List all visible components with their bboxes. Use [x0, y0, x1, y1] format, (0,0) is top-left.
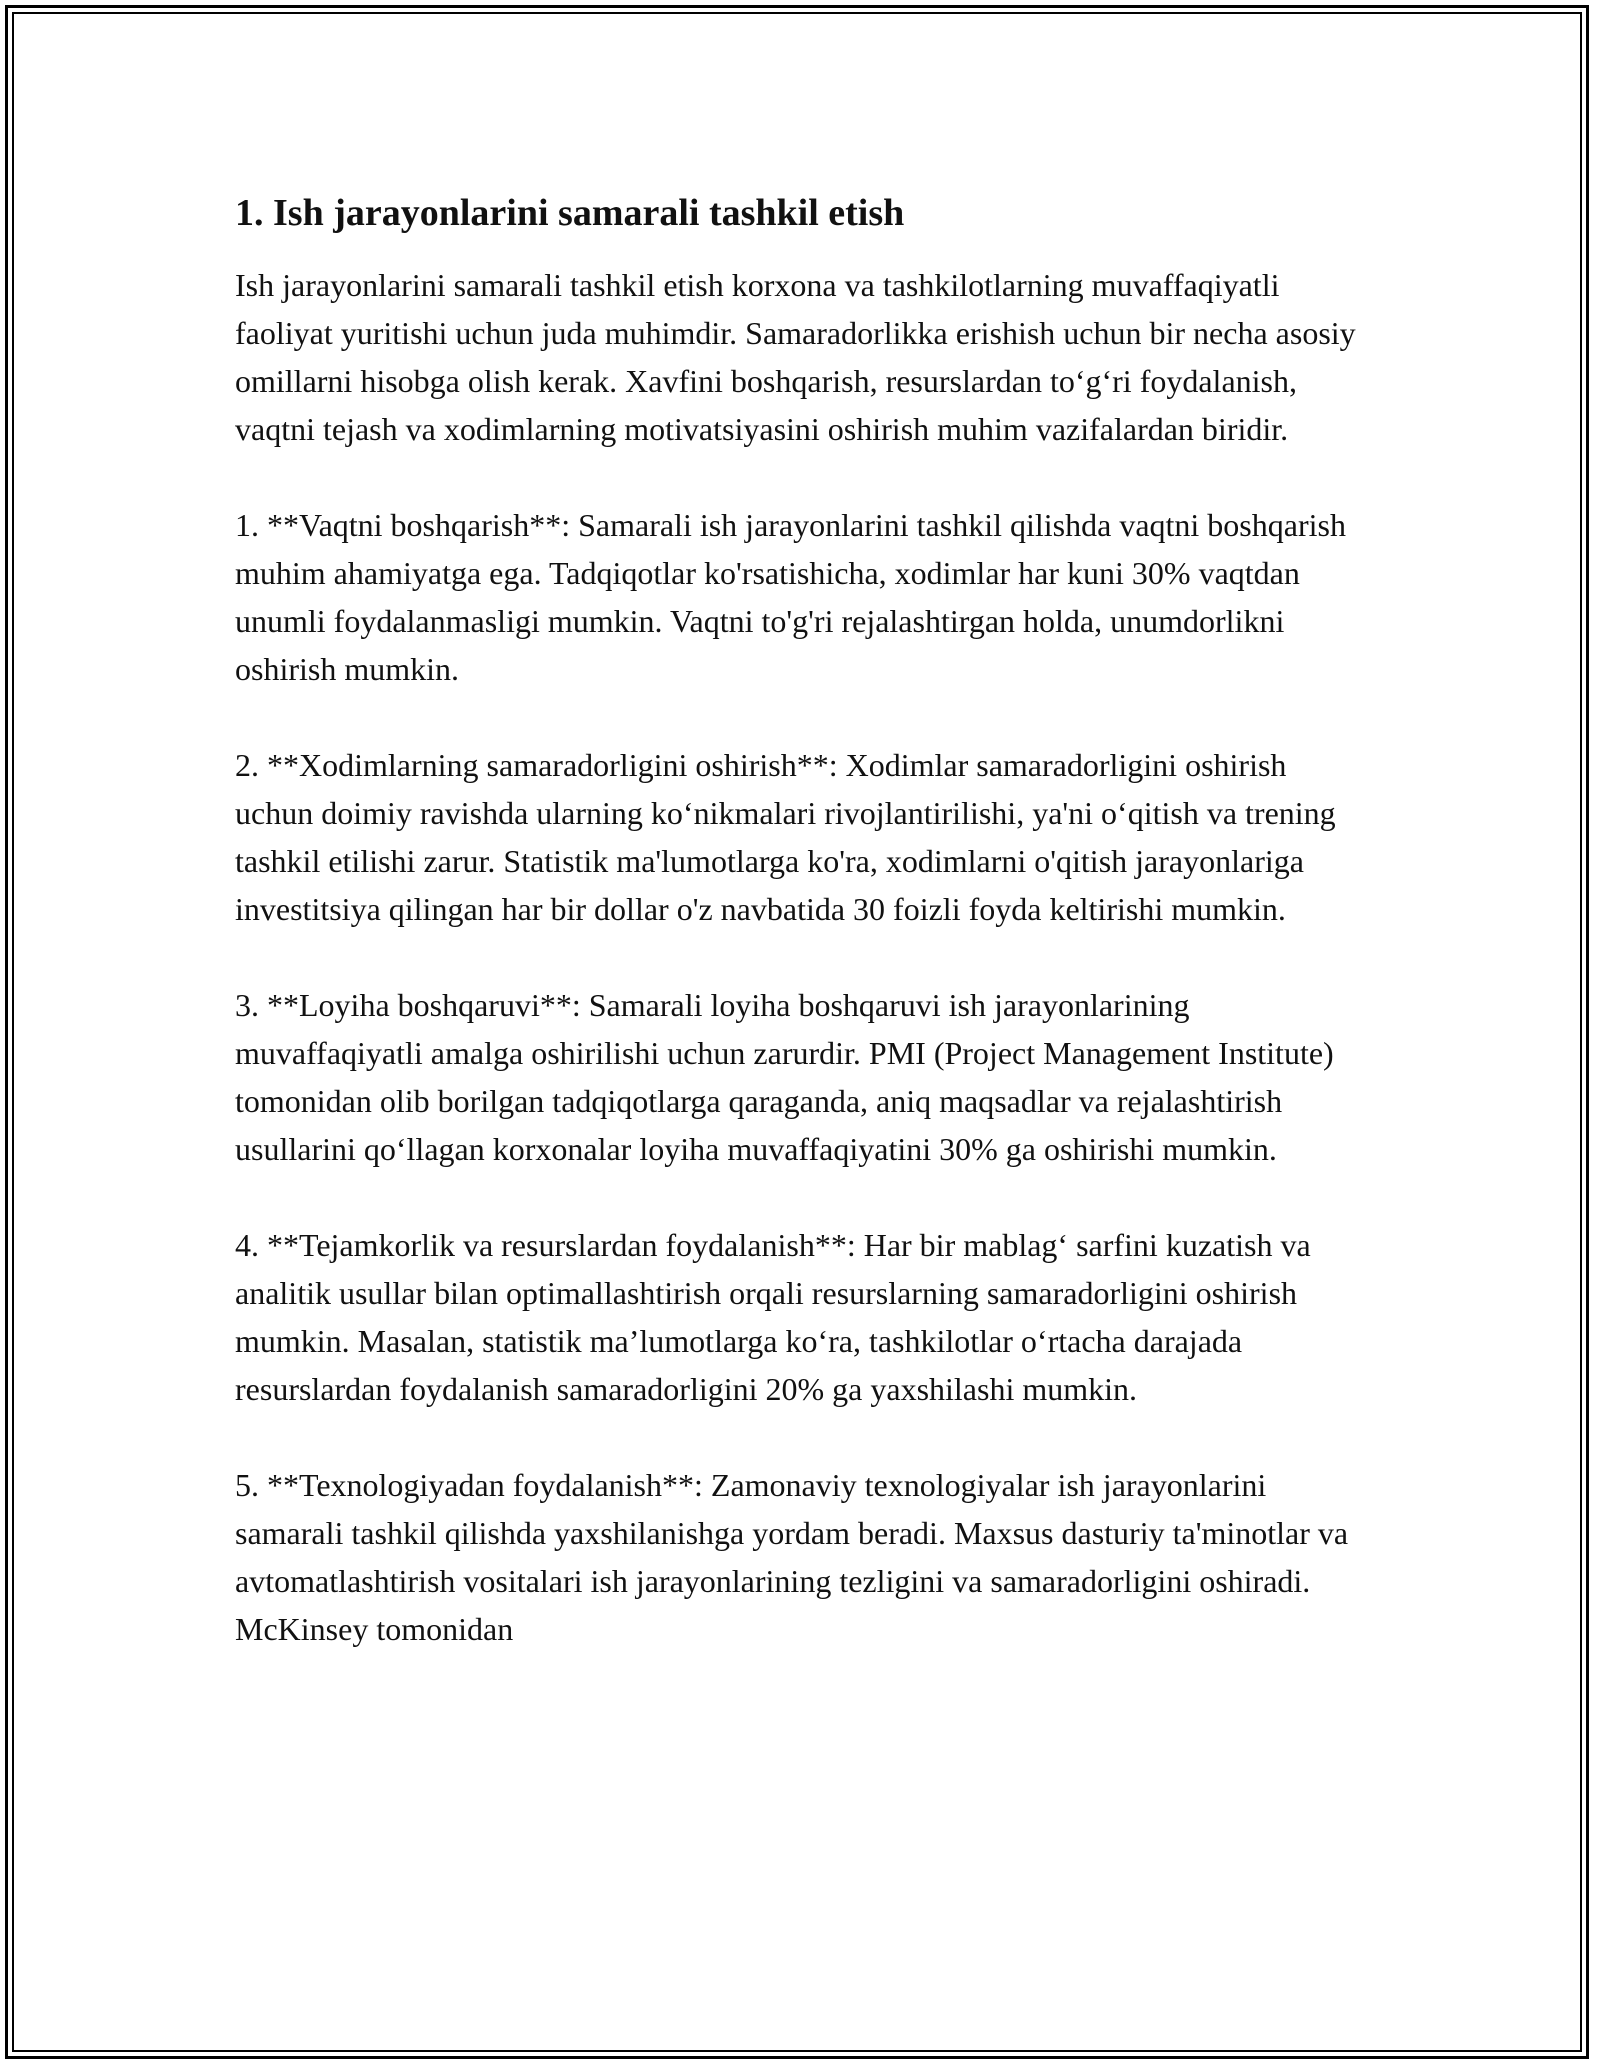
list-item-technology: 5. **Texnologiyadan foydalanish**: Zamonaviy texnologiyalar ish jarayonlarini samarali tashkil qilishda yaxshilanishga yordam beradi. Maxsus dasturiy ta'minotlar va avtomatlashtirish vositalari ish jarayonlarining tezligini va samaradorligini oshiradi. McKinsey tomonidan: [235, 1467, 1349, 1647]
document-page: [235, 185, 1365, 1701]
list-item-project-management: 3. **Loyiha boshqaruvi**: Samarali loyiha boshqaruvi ish jarayonlarining muvaffaqiyatli amalga oshirilishi uchun zarurdir. PMI (Project Management Institute) tomonidan olib borilgan tadqiqotlarga qaraganda, aniq maqsadlar va rejalashtirish usullarini qo‘llagan korxonalar loyiha muvaffaqiyatini 30% ga oshirishi mumkin.: [235, 987, 1334, 1167]
list-item-resource-usage: 4. **Tejamkorlik va resurslardan foydalanish**: Har bir mablag‘ sarfini kuzatish va analitik usullar bilan optimallashtirish orqali resurslarning samaradorligini oshirish mumkin. Masalan, statistik ma’lumotlarga ko‘ra, tashkilotlar o‘rtacha darajada resurslardan foydalanish samaradorligini 20% ga yaxshilashi mumkin.: [235, 1227, 1311, 1407]
list-item-employee-efficiency: 2. **Xodimlarning samaradorligini oshirish**: Xodimlar samaradorligini oshirish uchun doimiy ravishda ularning ko‘nikmalari rivojlantirilishi, ya'ni o‘qitish va trening tashkil etilishi zarur. Statistik ma'lumotlarga ko'ra, xodimlarni o'qitish jarayonlariga investitsiya qilingan har bir dollar o'z navbatida 30 foizli foyda keltirishi mumkin.: [235, 747, 1336, 927]
list-item-time-management: 1. **Vaqtni boshqarish**: Samarali ish jarayonlarini tashkil qilishda vaqtni boshqarish muhim ahamiyatga ega. Tadqiqotlar ko'rsatishicha, xodimlar har kuni 30% vaqtdan unumli foydalanmasligi mumkin. Vaqtni to'g'ri rejalashtirgan holda, unumdorlikni oshirish mumkin.: [235, 507, 1346, 687]
intro-paragraph: Ish jarayonlarini samarali tashkil etish korxona va tashkilotlarning muvaffaqiyatli faoliyat yuritishi uchun juda muhimdir. Samaradorlikka erishish uchun bir necha asosiy omillarni hisobga olish kerak. Xavfini boshqarish, resurslardan to‘g‘ri foydalanish, vaqtni tejash va xodimlarning motivatsiyasini oshirish muhim vazifalardan biridir.: [235, 267, 1356, 447]
document-title: 1. Ish jarayonlarini samarali tashkil etish: [235, 192, 905, 234]
